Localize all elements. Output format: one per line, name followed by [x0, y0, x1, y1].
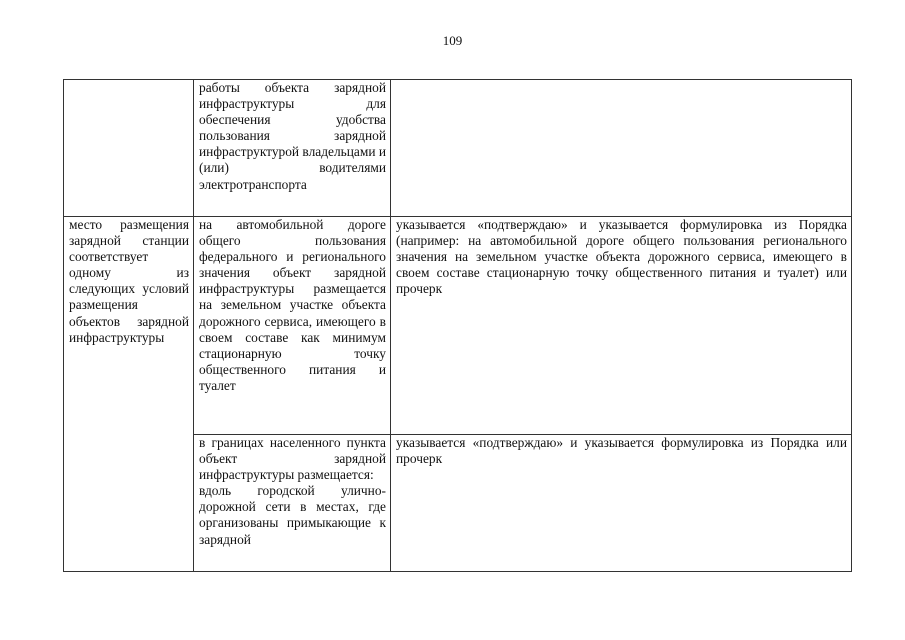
- condition-paragraph: вдоль городской улично-дорожной сети в местах, где организованы примыкающие к зарядной: [199, 483, 386, 547]
- table-cell-criterion: [64, 80, 194, 217]
- table-row: [64, 217, 852, 435]
- table-row: [64, 80, 852, 217]
- table-cell-instruction: указывается «подтверждаю» и указывается формулировка из Порядка или прочерк: [391, 435, 852, 572]
- page-number: 109: [442, 33, 463, 48]
- table-cell-criterion: место размещения зарядной станции соответствует одному из следующих условий размещения объектов зарядной инфраструктуры: [64, 217, 194, 572]
- table-cell-instruction: [391, 80, 852, 217]
- table-cell-instruction: указывается «подтверждаю» и указывается формулировка из Порядка (например: на автомобильной дороге общего пользования регионального значения на земельном участке объекта дорожного сервиса, имеющего в своем составе стационарную точку общественного питания и туалет) или прочерк: [391, 217, 852, 435]
- condition-paragraph: в границах населенного пункта объект зарядной инфраструктуры размещается:: [199, 435, 386, 483]
- table-cell-condition: работы объекта зарядной инфраструктуры для обеспечения удобства пользования зарядной инфраструктурой владельцами и (или) водителями электротранспорта: [194, 80, 391, 217]
- table-cell-condition: на автомобильной дороге общего пользования федерального и регионального значения объект зарядной инфраструктуры размещается на земельном участке объекта дорожного сервиса, имеющего в своем составе как минимум стационарную точку общественного питания и туалет: [194, 217, 391, 435]
- document-table: [63, 79, 852, 572]
- table-cell-condition: [194, 435, 391, 572]
